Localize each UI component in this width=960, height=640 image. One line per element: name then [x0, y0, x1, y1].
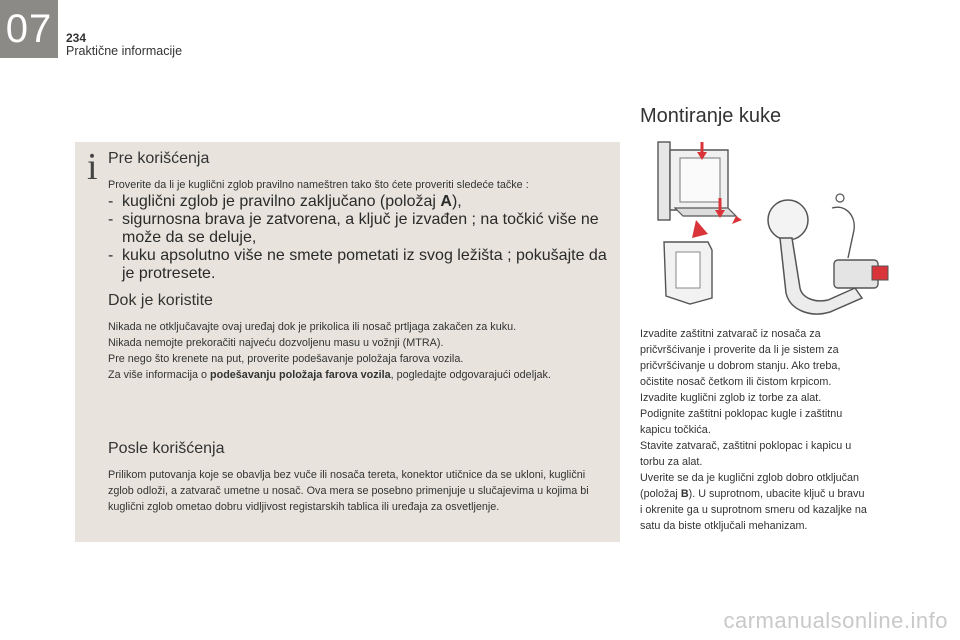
- using-line: Nikada ne otključavajte ovaj uređaj dok je prikolica ili nosač prtljaga zakačen za kuku.: [108, 321, 517, 333]
- info-panel: [75, 142, 620, 542]
- usage-title: Pre korišćenja: [108, 150, 210, 167]
- position-line: (položaj B). U suprotnom, ubacite ključ u bravu: [640, 488, 865, 500]
- usage-intro: Proverite da li je kuglični zglob pravilno nameštren tako što ćete proveriti sledeće tačke :: [108, 179, 529, 191]
- mounting-instructions: Izvadite zaštitni zatvarač iz nosača za pričvršćivanje i proverite da li je sistem za pričvršćivanje u dobrom stanju. Ako treba, očistite nosač četkom ili čistom krpicom. Izvadite kuglični zglob iz torbe za alat. Podignite zaštitni poklopac kugle i zaštitnu kapicu točkića. Stavite zatvarač, zaštitni poklopac i kapicu u torbu za alat. Uverite se da je kuglični zglob dobro otključan (položaj B). U suprotnom, ubacite ključ u bravu i okrenite ga u suprotnom smeru od kazaljke na satu da biste otključali mehanizam.: [640, 326, 915, 534]
- using-line: Nikada nemojte prekoračiti najveću dozvoljenu masu u vožnji (MTRA).: [108, 337, 444, 349]
- using-title: Dok je koristite: [108, 292, 213, 309]
- list-item: - sigurnosna brava je zatvorena, a ključ je izvađen ; na točkić više ne može da se deluje,: [108, 211, 599, 246]
- after-title: Posle korišćenja: [108, 440, 225, 457]
- mounting-title: Montiranje kuke: [640, 105, 782, 127]
- using-line: Pre nego što krenete na put, proverite podešavanje položaja farova vozila.: [108, 353, 464, 365]
- using-block: [108, 292, 608, 383]
- after-block: [108, 440, 608, 515]
- after-text: Prilikom putovanja koje se obavlja bez vuče ili nosača tereta, konektor utičnice da se ukloni, kuglični zglob odloži, a zatvarač umetne u nosač. Ova mera se posebno primenjuje u slučajevima u kojima bi kuglični zglob ometao dobru vidljivost registarskih tablica ili uređaja za osvetljenje.: [108, 469, 589, 513]
- info-icon: i: [87, 146, 98, 188]
- list-item: - kuglični zglob je pravilno zaključano (položaj A),: [108, 193, 462, 210]
- towbar-illustration: [650, 138, 905, 318]
- using-more: Za više informacija o podešavanju položaja farova vozila, pogledajte odgovarajući odeljak.: [108, 369, 551, 381]
- usage-block: [108, 150, 608, 283]
- section-title: Praktične informacije: [66, 44, 183, 58]
- chapter-number: 07: [0, 0, 58, 58]
- page-number: 234: [66, 31, 87, 45]
- watermark: carmanualsonline.info: [723, 608, 948, 633]
- list-item: - kuku apsolutno više ne smete pometati iz svog ležišta ; pokušajte da je protresete.: [108, 247, 607, 282]
